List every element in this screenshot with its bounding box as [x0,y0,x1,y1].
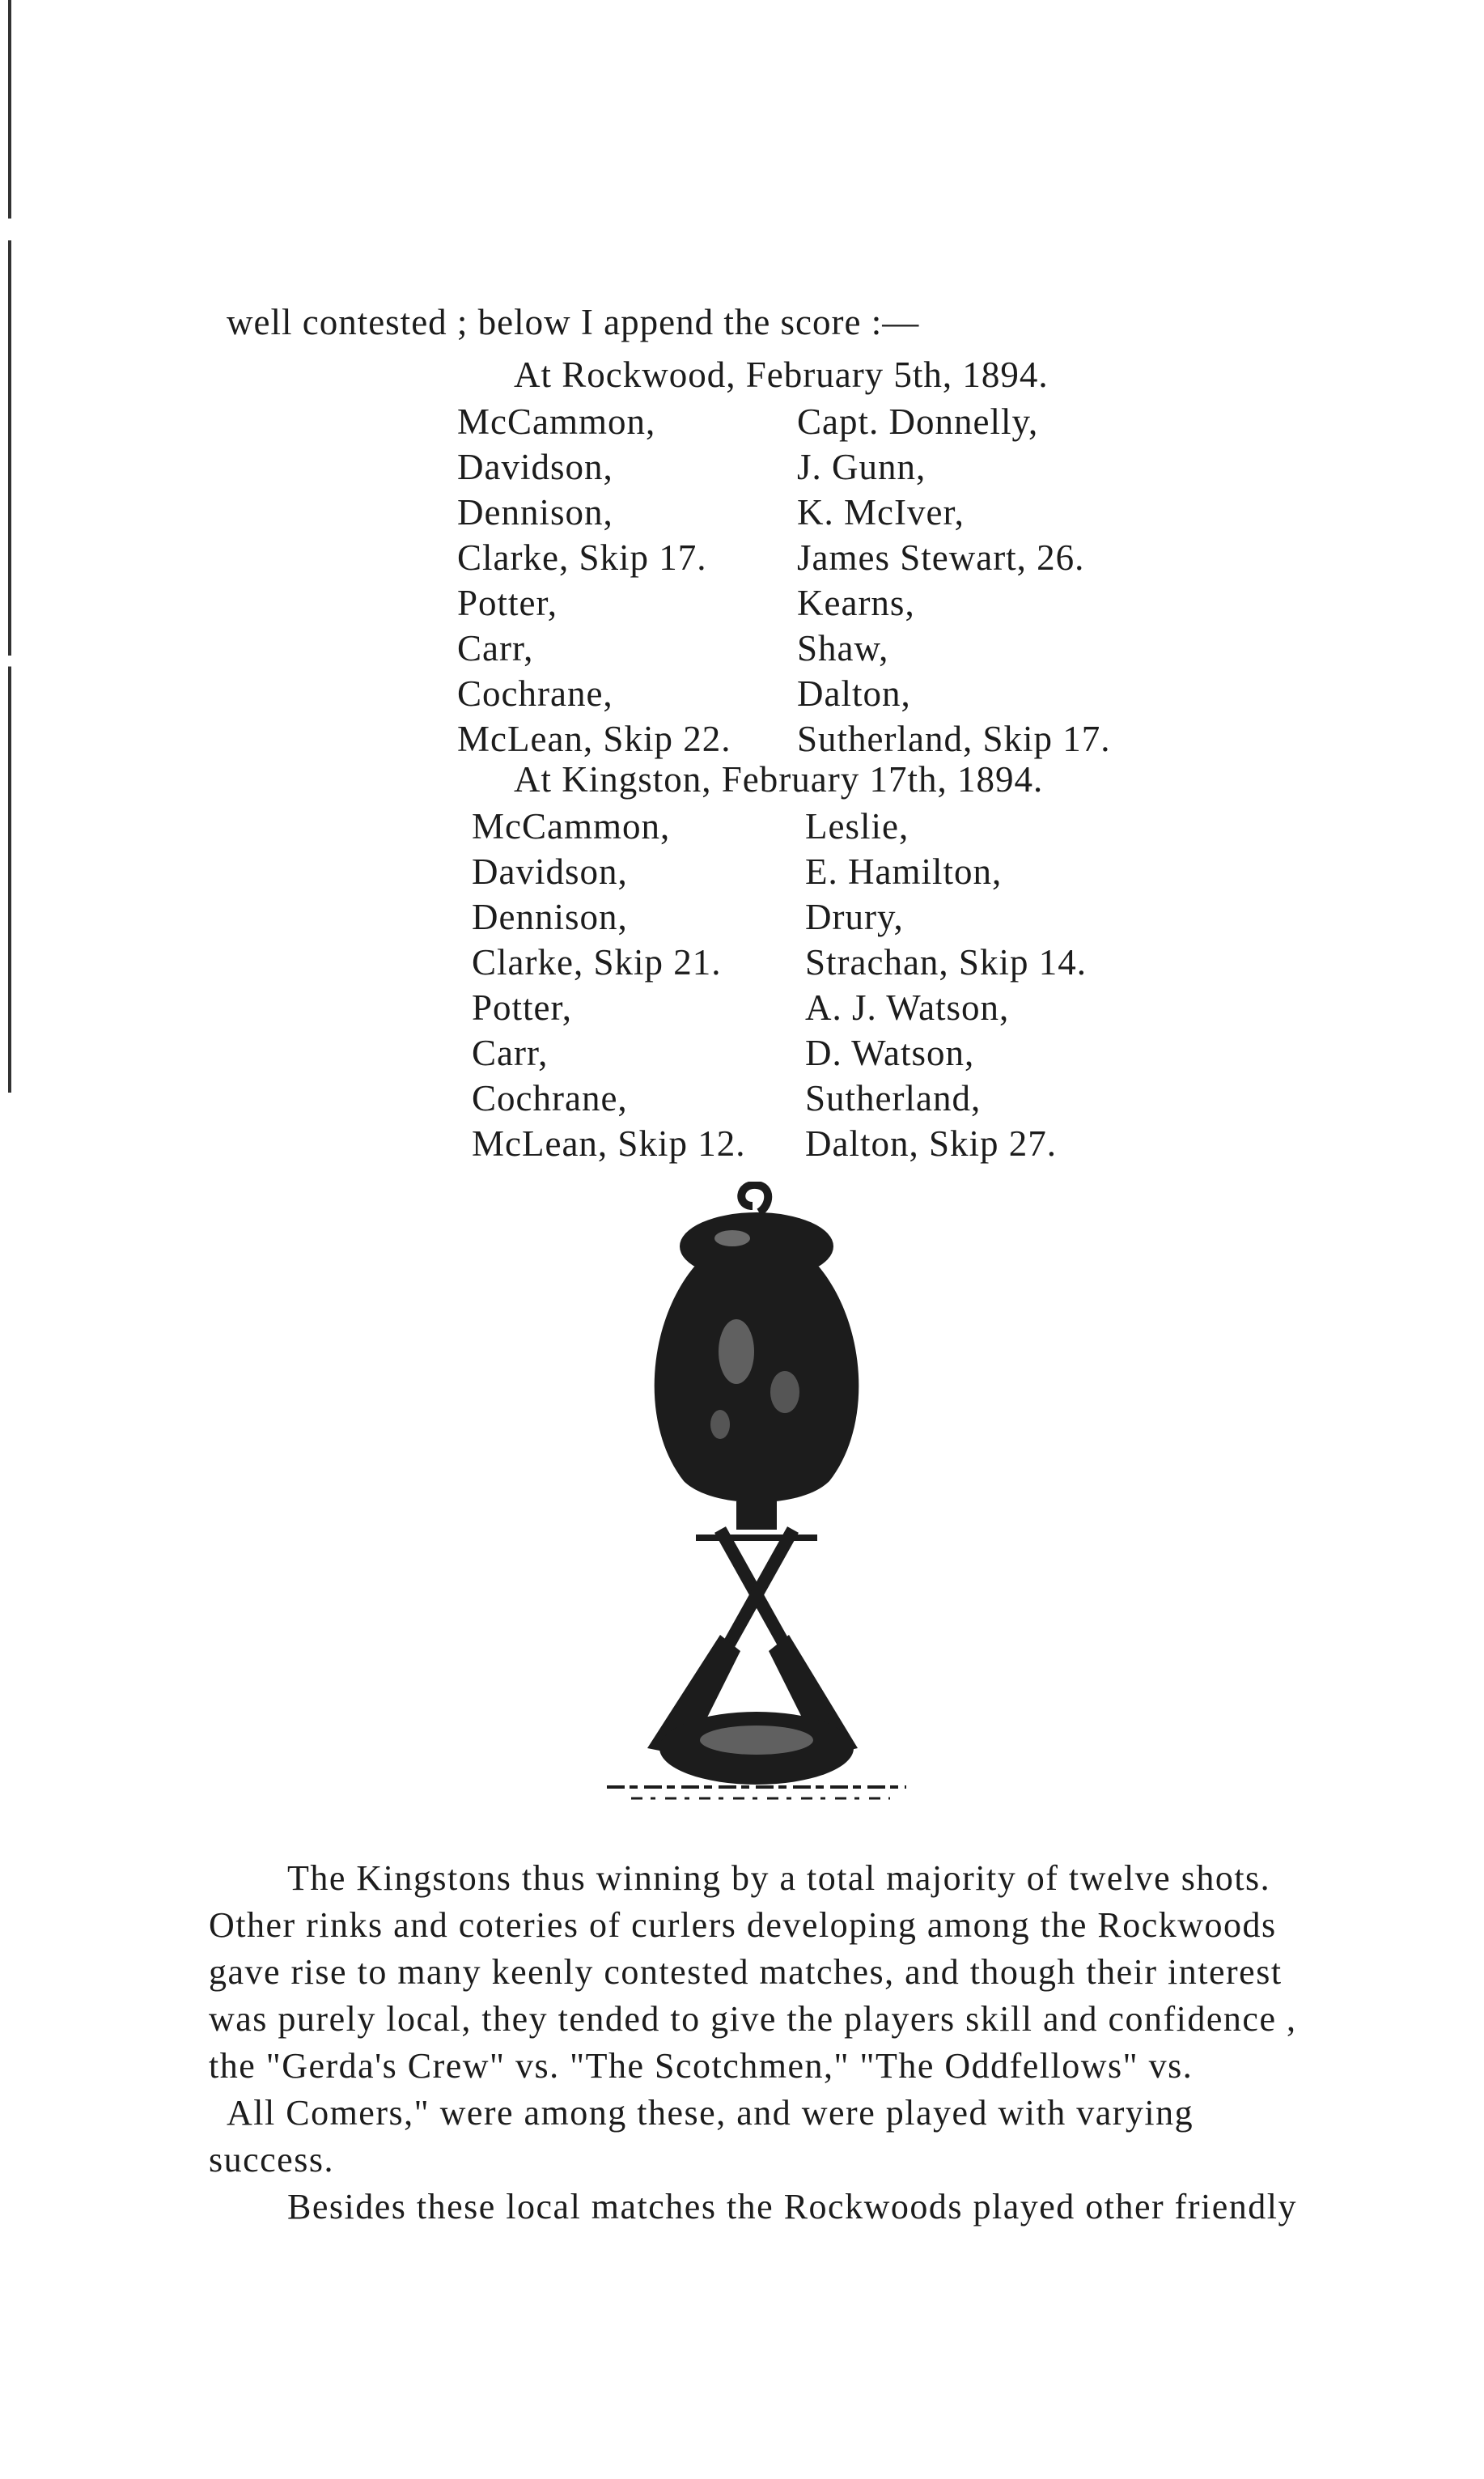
player-name: Clarke, Skip 21. [472,942,722,983]
paragraph-line: the "Gerda's Crew" vs. "The Scotchmen," "The Oddfellows" vs. [209,2046,1194,2086]
player-name: Cochrane, [472,1078,628,1119]
player-name: Kearns, [797,583,915,623]
player-name: A. J. Watson, [805,987,1010,1028]
player-name: Potter, [457,583,558,623]
player-name: Sutherland, Skip 17. [797,719,1111,759]
match-heading-kingston: At Kingston, February 17th, 1894. [514,759,1044,800]
player-name: Carr, [472,1033,549,1073]
player-name: Clarke, Skip 17. [457,537,707,578]
player-name: McCammon, [457,401,656,442]
rockwood-team-column [472,804,745,1166]
player-name: James Stewart, 26. [797,537,1085,578]
paragraph-line: was purely local, they tended to give the players skill and confidence , [209,1999,1297,2039]
kingston-team-column [805,804,1087,1166]
player-name: Potter, [472,987,572,1028]
paragraph-line: All Comers," were among these, and were played with varying [227,2093,1194,2133]
player-name: D. Watson, [805,1033,975,1073]
intro-line: well contested ; below I append the score :— [227,302,920,342]
player-name: Cochrane, [457,673,613,714]
player-name: Davidson, [457,447,613,487]
match-heading-rockwood: At Rockwood, February 5th, 1894. [514,354,1049,395]
player-name: Dennison, [457,492,613,533]
player-name: Dalton, [797,673,911,714]
player-name: Drury, [805,897,904,937]
paragraph-line: Besides these local matches the Rockwoods played other friendly [287,2187,1297,2226]
player-name: E. Hamilton, [805,851,1003,892]
player-name: Sutherland, [805,1078,982,1119]
player-name: K. McIver, [797,492,965,533]
player-name: McLean, Skip 22. [457,719,731,759]
paragraph-line: gave rise to many keenly contested matches, and though their interest [209,1952,1283,1992]
player-name: Strachan, Skip 14. [805,942,1087,983]
rockwood-team-column [457,399,731,762]
player-name: McLean, Skip 12. [472,1123,746,1164]
trophy-illustration [599,1182,906,1813]
paragraph-line: Other rinks and coteries of curlers developing among the Rockwoods [209,1905,1277,1945]
paragraph-line: success. [209,2140,334,2180]
player-name: Capt. Donnelly, [797,401,1039,442]
scan-edge-mark [8,0,11,1093]
player-name: Dalton, Skip 27. [805,1123,1058,1164]
player-name: Carr, [457,628,534,669]
player-name: Davidson, [472,851,628,892]
player-name: J. Gunn, [797,447,926,487]
kingston-team-column [797,399,1111,762]
paragraph-line: The Kingstons thus winning by a total majority of twelve shots. [287,1858,1271,1898]
player-name: Dennison, [472,897,628,937]
player-name: Leslie, [805,806,909,847]
player-name: McCammon, [472,806,671,847]
player-name: Shaw, [797,628,889,669]
